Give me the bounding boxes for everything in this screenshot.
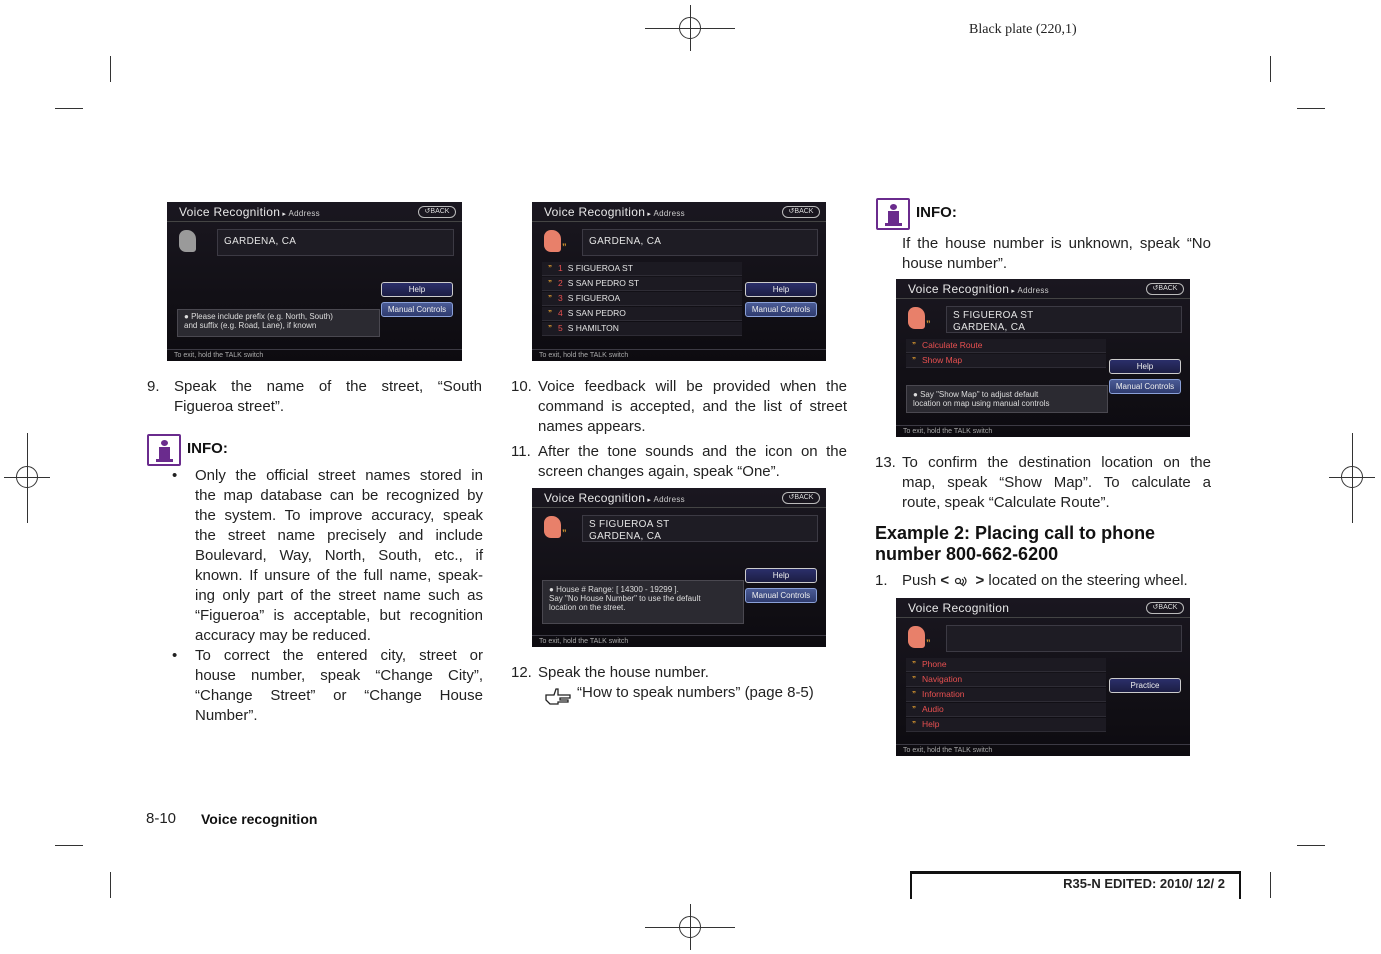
step-1-text: Push < > located on the steering wheel. — [902, 572, 1188, 589]
info-label: INFO: — [916, 204, 957, 221]
manual-controls-button[interactable]: Manual Controls — [745, 588, 817, 603]
info-circle-icon: ● — [184, 312, 192, 321]
back-arrow-icon: ↺ — [788, 494, 795, 501]
menu-item-navigation[interactable]: ” Navigation — [906, 673, 1106, 687]
back-arrow-icon: ↺ — [788, 208, 795, 215]
back-arrow-icon: ↺ — [424, 208, 431, 215]
voice-icon: ” — [548, 294, 552, 303]
back-button[interactable]: ↺BACK — [1146, 602, 1184, 614]
exit-hint: To exit, hold the TALK switch — [539, 352, 629, 359]
info-icon — [147, 434, 181, 466]
exit-hint: To exit, hold the TALK switch — [903, 747, 993, 754]
back-arrow-icon: ↺ — [1152, 604, 1159, 611]
screen-address-city: Voice Recognition ▸ Address ↺BACK GARDENA, CA Help Manual Controls ● Please include prefix (e.g. North, South) and suffix (e.g. Road, Lane), if known To exit, hold the TALK switch — [167, 202, 462, 361]
address-field: GARDENA, CA — [217, 229, 454, 256]
registration-mark-bar — [1352, 433, 1353, 523]
screen-title: Voice Recognition — [544, 491, 646, 505]
plate-label: Black plate (220,1) — [969, 22, 1077, 37]
crop-mark — [110, 872, 111, 898]
crop-mark — [55, 108, 83, 109]
list-item[interactable]: ” 4 S SAN PEDRO — [542, 307, 742, 321]
list-item[interactable]: ” 1 S FIGUEROA ST — [542, 262, 742, 276]
screen-route-options: Voice Recognition ▸ Address ↺BACK ” S FIGUEROA ST GARDENA, CA ” Calculate Route ” Show Map Help Manual Controls ● Say "Show Map" to adjust default location on map using manual controls To exit, hold the TALK switch — [896, 279, 1190, 437]
info-circle-icon: ● — [549, 585, 557, 594]
address-field: GARDENA, CA — [582, 229, 818, 256]
help-button[interactable]: Help — [381, 282, 453, 297]
prompt-note: ● House # Range: [ 14300 - 19299 ]. Say "No House Number" to use the default location on the street. — [542, 580, 744, 624]
step-10-text: Voice feedback will be provided when the command is accepted, and the list of street names appears. — [538, 378, 847, 435]
screen-subtitle: Address — [1017, 286, 1049, 295]
step-number: 11. — [511, 443, 531, 460]
voice-icon: ” — [548, 324, 552, 333]
bullet-icon: • — [172, 647, 178, 664]
crop-mark — [1297, 845, 1325, 846]
menu-item-phone[interactable]: ” Phone — [906, 658, 1106, 672]
exit-hint: To exit, hold the TALK switch — [903, 428, 993, 435]
crop-mark — [110, 56, 111, 82]
help-button[interactable]: Help — [1109, 359, 1181, 374]
step-9-text: Speak the name of the street, “South Figueroa street”. — [174, 378, 482, 415]
info-text: If the house number is unknown, speak “No house number”. — [902, 235, 1211, 272]
list-item[interactable]: ” 2 S SAN PEDRO ST — [542, 277, 742, 291]
step-number: 12. — [511, 664, 532, 681]
step-number: 9. — [147, 378, 160, 395]
crop-mark — [1297, 108, 1325, 109]
menu-item-information[interactable]: ” Information — [906, 688, 1106, 702]
address-field: S FIGUEROA ST GARDENA, CA — [946, 306, 1182, 333]
voice-icon: ” — [912, 341, 916, 350]
list-item[interactable]: ” 3 S FIGUEROA — [542, 292, 742, 306]
menu-item-show-map[interactable]: ” Show Map — [906, 354, 1106, 368]
manual-controls-button[interactable]: Manual Controls — [745, 302, 817, 317]
info-bullet-1: Only the official street names stored in the map database can be recognized by the system. To improve accuracy, speak the street name precisely and include Boulevard, Way, North, South, etc., if known. If unsure of the full name, speak- ing only part of the street name such as “Figueroa” is acceptable, but recognition accuracy may be reduced. — [195, 467, 483, 644]
step-12-text: Speak the house number. — [538, 664, 709, 681]
step-13-text: To confirm the destination location on the map, speak “Show Map”. To calculate a route, speak “Calculate Route”. — [902, 454, 1211, 511]
speaking-face-icon: ” — [544, 514, 570, 542]
section-name: Voice recognition — [201, 811, 318, 827]
voice-icon: ” — [548, 309, 552, 318]
voice-icon: ” — [912, 705, 916, 714]
menu-item-calculate-route[interactable]: ” Calculate Route — [906, 339, 1106, 353]
crop-mark — [1270, 56, 1271, 82]
voice-icon: ” — [548, 279, 552, 288]
manual-controls-button[interactable]: Manual Controls — [381, 302, 453, 317]
exit-hint: To exit, hold the TALK switch — [539, 638, 629, 645]
input-field — [946, 625, 1182, 652]
step-number: 13. — [875, 454, 896, 471]
screen-subtitle: Address — [653, 495, 685, 504]
step-11-text: After the tone sounds and the icon on the screen changes again, speak “One”. — [538, 443, 847, 480]
screen-house-number: Voice Recognition ▸ Address ↺BACK ” S FIGUEROA ST GARDENA, CA Help Manual Controls ● House # Range: [ 14300 - 19299 ]. Say "No House Number" to use the default location on the street. To exit, hold the TALK switch — [532, 488, 826, 647]
voice-icon: ” — [912, 675, 916, 684]
crop-mark — [55, 845, 83, 846]
step-number: 1. — [875, 572, 888, 589]
back-button[interactable]: ↺BACK — [1146, 283, 1184, 295]
speaking-face-icon: ” — [908, 305, 934, 333]
info-label: INFO: — [187, 440, 228, 457]
talk-switch-icon — [953, 573, 971, 587]
back-button[interactable]: ↺BACK — [418, 206, 456, 218]
voice-icon: ” — [912, 660, 916, 669]
screen-title: Voice Recognition — [908, 282, 1010, 296]
exit-hint: To exit, hold the TALK switch — [174, 352, 264, 359]
list-item[interactable]: ” 5 S HAMILTON — [542, 322, 742, 336]
bullet-icon: • — [172, 467, 178, 484]
practice-button[interactable]: Practice — [1109, 678, 1181, 693]
info-icon — [876, 198, 910, 230]
address-field: S FIGUEROA ST GARDENA, CA — [582, 515, 818, 542]
manual-controls-button[interactable]: Manual Controls — [1109, 379, 1181, 394]
help-button[interactable]: Help — [745, 282, 817, 297]
registration-mark-bar — [645, 28, 735, 29]
reference-hand-icon — [544, 685, 574, 705]
voice-icon: ” — [912, 720, 916, 729]
screen-voice-main-menu — [896, 598, 1190, 756]
speaking-face-icon: ” — [908, 624, 934, 652]
speaking-face-icon: ” — [544, 228, 570, 256]
section-heading: Example 2: Placing call to phone number 800-662-6200 — [875, 523, 1156, 564]
prompt-note: ● Say "Show Map" to adjust default location on map using manual controls — [906, 385, 1108, 413]
voice-icon: ” — [912, 356, 916, 365]
prompt-note: ● Please include prefix (e.g. North, South) and suffix (e.g. Road, Lane), if known — [177, 309, 380, 337]
screen-street-list: Voice Recognition ▸ Address ↺BACK ” GARDENA, CA ” 1 S FIGUEROA ST ” 2 S SAN PEDRO ST ” 3 S FIGUEROA ” 4 S SAN PEDRO ” 5 S HAMILTON Help Manual Controls To exit, hold the TALK switch — [532, 202, 826, 361]
back-arrow-icon: ↺ — [1152, 285, 1159, 292]
back-button[interactable]: ↺BACK — [782, 206, 820, 218]
menu-item-audio[interactable]: ” Audio — [906, 703, 1106, 717]
page-number: 8-10 — [146, 810, 177, 827]
screen-title: Voice Recognition — [179, 205, 281, 219]
silent-face-icon — [179, 228, 205, 256]
step-number: 10. — [511, 378, 532, 395]
voice-icon: ” — [912, 690, 916, 699]
registration-mark-bar — [645, 927, 735, 928]
screen-title: Voice Recognition — [908, 601, 1010, 615]
page-reference-link[interactable]: “How to speak numbers” (page 8-5) — [577, 684, 814, 701]
info-bullet-2: To correct the entered city, street or house number, speak “Change City”, “Change Street” or “Change House Number”. — [195, 647, 483, 724]
crop-mark — [1270, 872, 1271, 898]
edited-stamp: R35-N EDITED: 2010/ 12/ 2 — [910, 871, 1241, 899]
registration-mark-bar — [27, 433, 28, 523]
info-circle-icon: ● — [913, 390, 921, 399]
back-button[interactable]: ↺BACK — [782, 492, 820, 504]
screen-subtitle: Address — [653, 209, 685, 218]
voice-icon: ” — [548, 264, 552, 273]
menu-item-help[interactable]: ” Help — [906, 718, 1106, 732]
screen-subtitle: Address — [288, 209, 320, 218]
help-button[interactable]: Help — [745, 568, 817, 583]
screen-title: Voice Recognition — [544, 205, 646, 219]
